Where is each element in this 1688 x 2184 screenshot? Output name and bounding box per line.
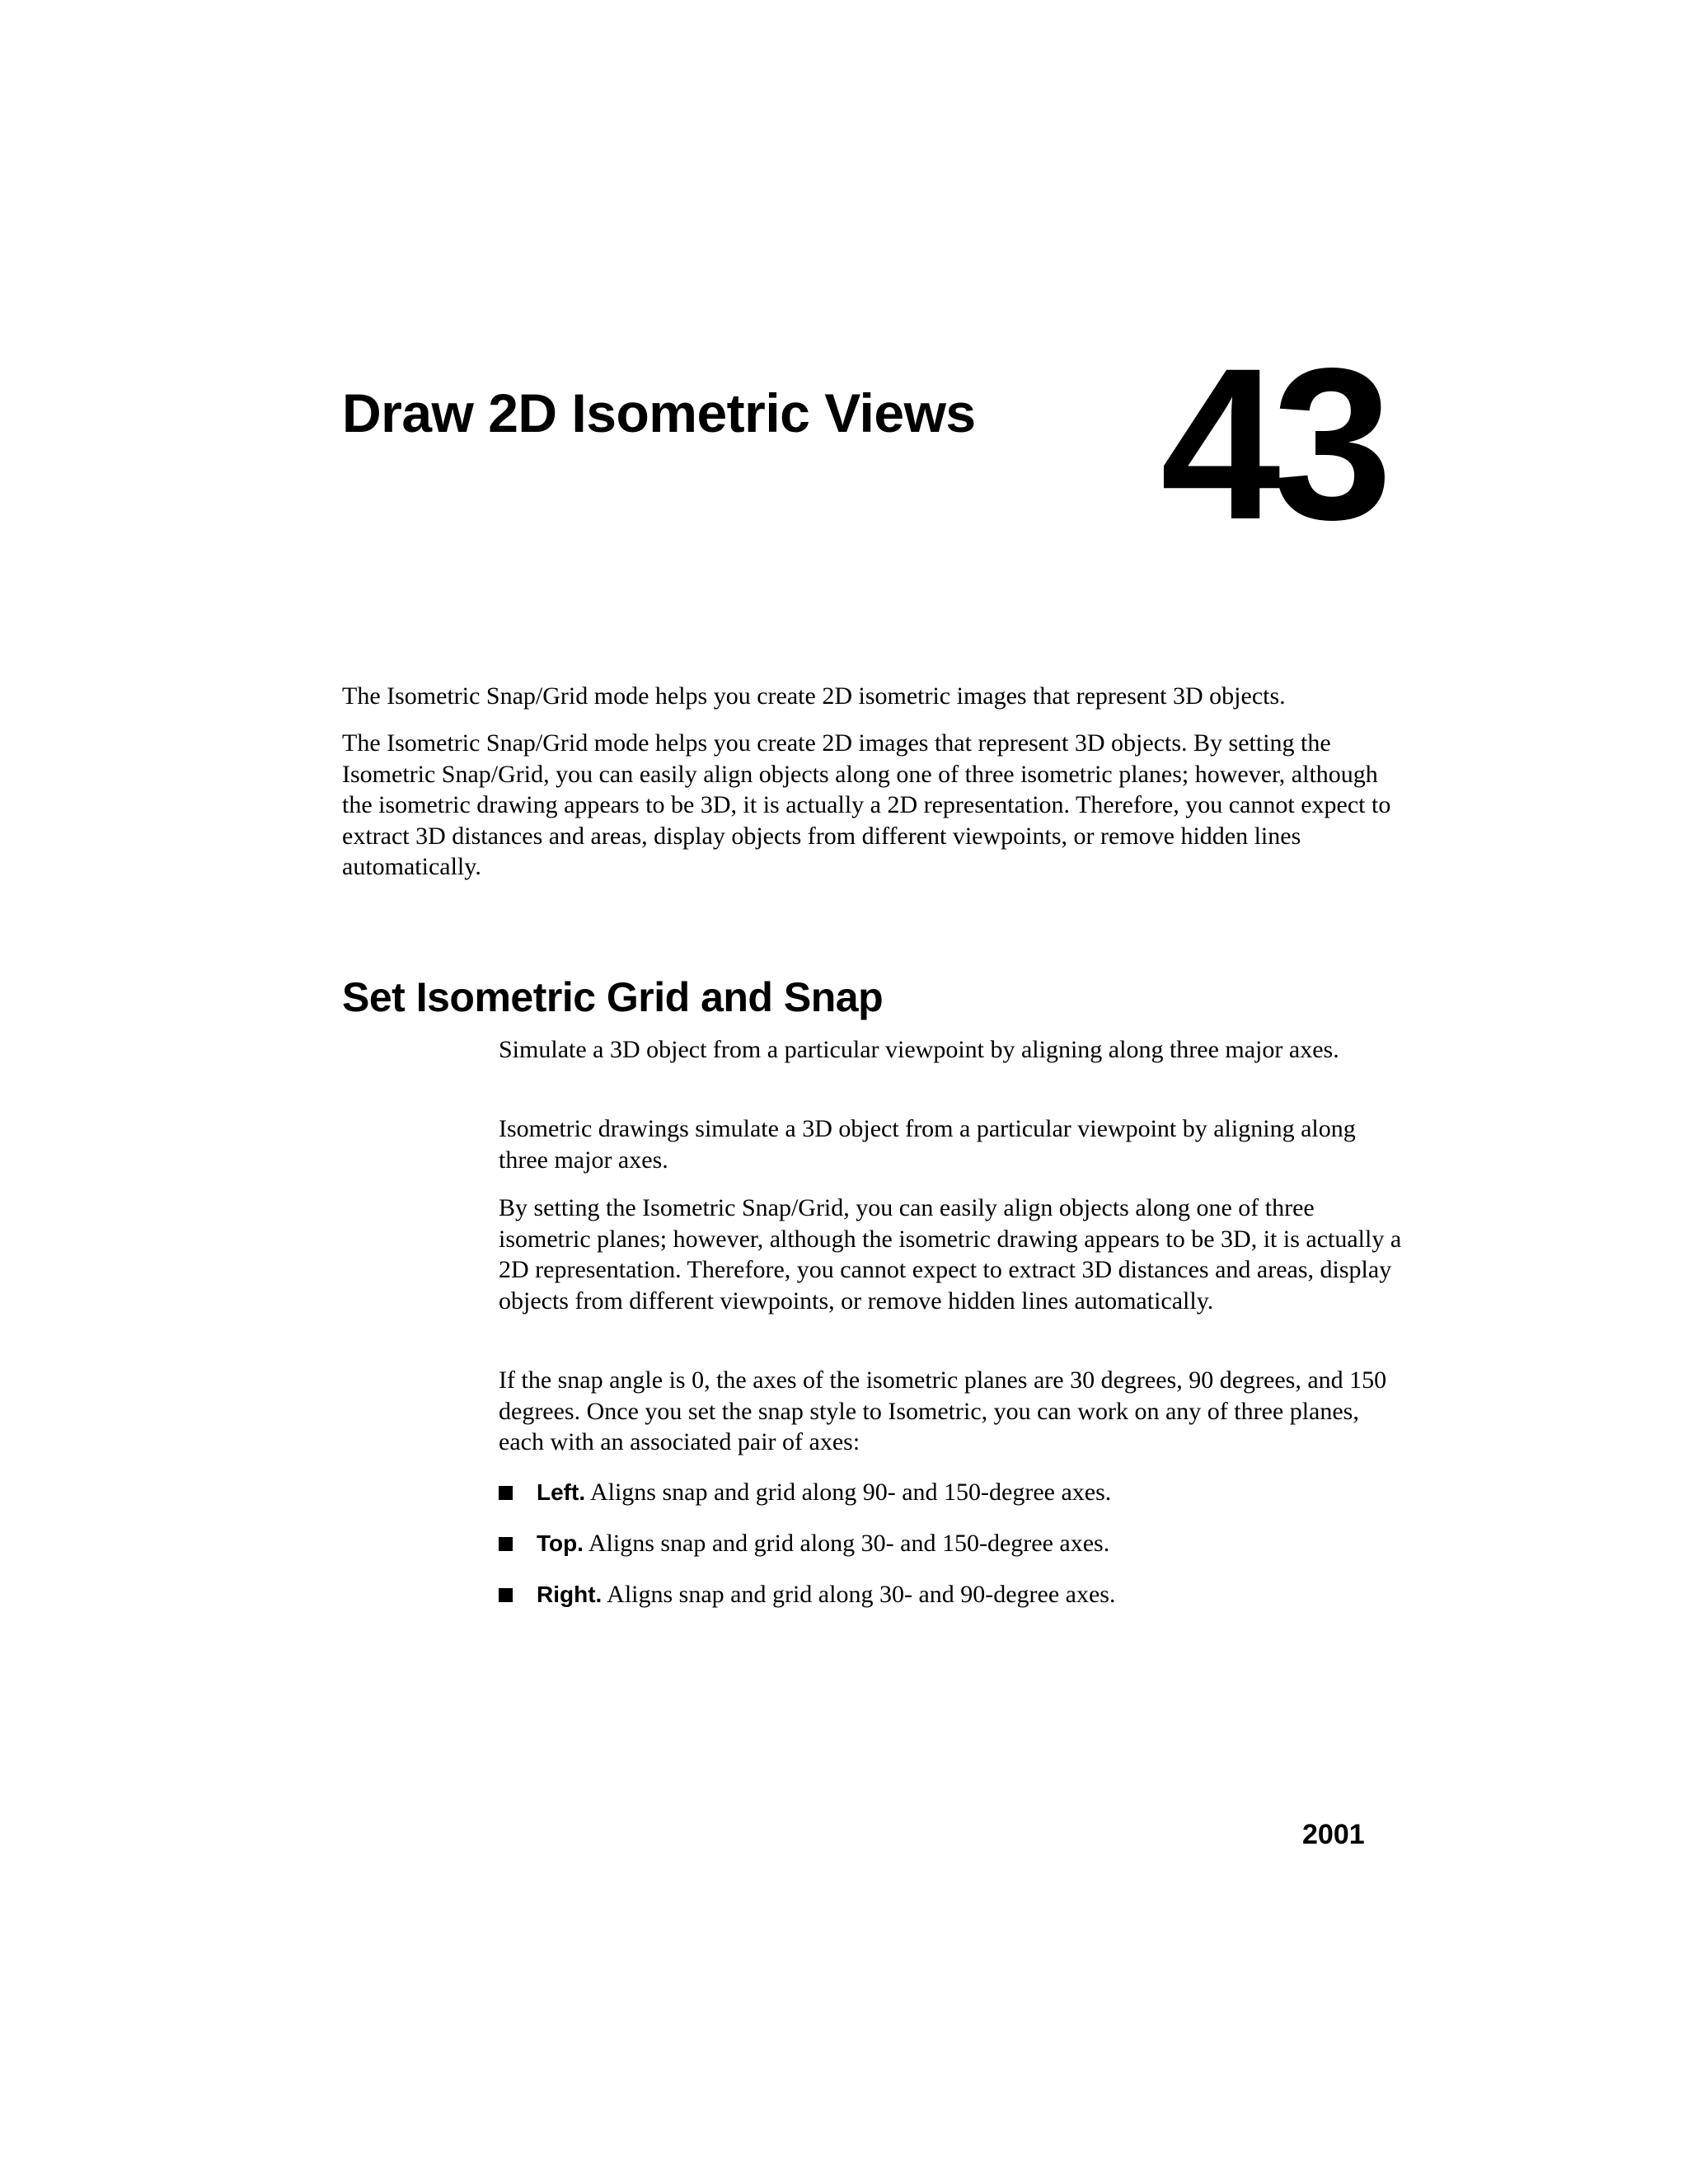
section-paragraph: Isometric drawings simulate a 3D object from a particular viewpoint by aligning along three major axes.: [499, 1115, 1356, 1174]
bullet-content: [537, 1579, 1116, 1610]
chapter-number: 43: [1160, 323, 1385, 565]
section-paragraph: If the snap angle is 0, the axes of the isometric planes are 30 degrees, 90 degrees, and 150 degrees. Once you set the snap style to Isometric, you can work on any of three planes, each with an associated pair of axes:: [499, 1366, 1387, 1455]
page-number: 2001: [1302, 1819, 1365, 1850]
intro-paragraph: The Isometric Snap/Grid mode helps you create 2D images that represent 3D objects. By setting the Isometric Snap/Grid, you can easily align objects along one of three isometric planes; however, although the isometric drawing appears to be 3D, it is actually a 2D representation. Therefore, you cannot expect to extract 3D distances and areas, display objects from different viewpoints, or remove hidden lines automatically.: [342, 729, 1391, 880]
chapter-title: Draw 2D Isometric Views: [342, 382, 976, 443]
bullet-description: Aligns snap and grid along 30- and 90-degree axes.: [602, 1581, 1116, 1608]
square-bullet-icon: [499, 1588, 513, 1602]
square-bullet-icon: [499, 1537, 513, 1551]
section-paragraph: By setting the Isometric Snap/Grid, you can easily align objects along one of three isometric planes; however, although the isometric drawing appears to be 3D, it is actually a 2D representation. Therefore, you cannot expect to extract 3D distances and areas, display objects from different viewpoints, or remove hidden lines automatically.: [499, 1194, 1402, 1315]
section-heading: Set Isometric Grid and Snap: [342, 974, 884, 1020]
bullet-description: Aligns snap and grid along 90- and 150-degree axes.: [585, 1479, 1112, 1506]
bullet-term: Right.: [537, 1582, 603, 1607]
bullet-content: [537, 1528, 1109, 1559]
square-bullet-icon: [499, 1486, 513, 1500]
bullet-term: Left.: [537, 1479, 586, 1505]
bullet-description: Aligns snap and grid along 30- and 150-degree axes.: [584, 1530, 1110, 1557]
bullet-content: [537, 1477, 1111, 1508]
intro-summary: The Isometric Snap/Grid mode helps you create 2D isometric images that represent 3D objects.: [342, 682, 1286, 710]
bullet-term: Top.: [537, 1530, 584, 1556]
section-summary: Simulate a 3D object from a particular viewpoint by aligning along three major axes.: [499, 1036, 1339, 1063]
